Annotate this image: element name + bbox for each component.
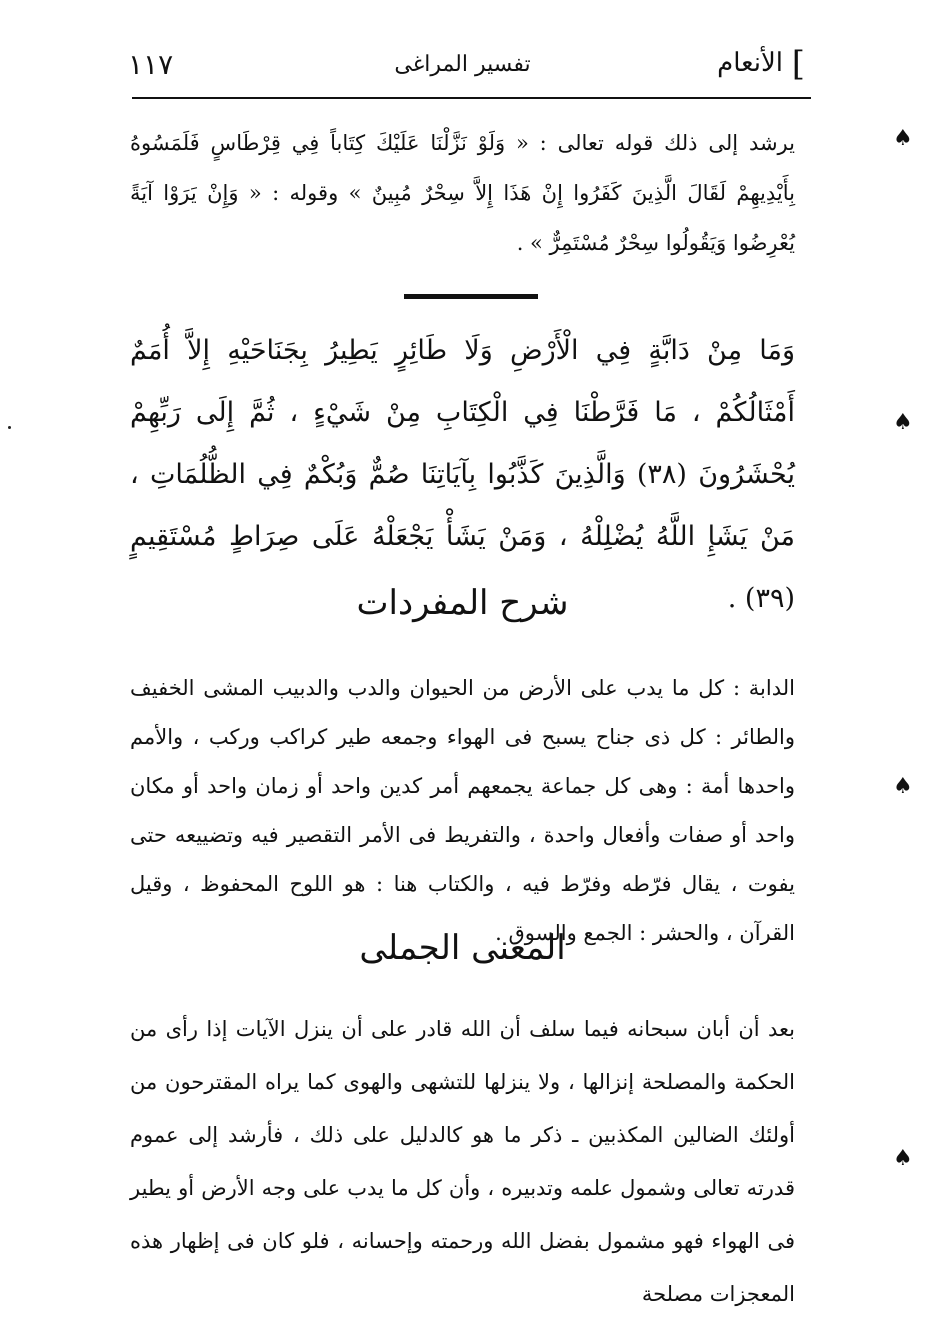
vocabulary-paragraph: الدابة : كل ما يدب على الأرض من الحيوان والدب والدبيب المشى الخفيف والطائر : كل ذى جناح يسبح فى الهواء وجمعه طير كراكب وركب ، والأمم واحدها أمة : وهى كل جماعة يجمعهم أمر كدين واحد أو زمان واحد أو مكان واحد أو صفات وأفعال واحدة ، والتفريط فى الأمر التقصير فيه وتضييعه حتى يفوت ، يقال فرّطه وفرّط فيه ، والكتاب هنا : هو اللوح المحفوظ ، وقيل القرآن ، والحشر : الجمع والسوق . [130, 676, 795, 945]
surah-name: الأنعام [717, 48, 783, 78]
margin-marker-icon: ♠ [893, 774, 913, 799]
scan-speck [8, 426, 11, 429]
header-bracket: ] [791, 44, 805, 84]
margin-marker-icon: ♠ [893, 410, 913, 435]
section-separator [404, 294, 538, 299]
book-title: تفسير المراغى [394, 52, 531, 77]
header-rule [132, 97, 811, 99]
margin-marker-icon: ♠ [893, 1146, 913, 1171]
quran-verse: وَمَا مِنْ دَابَّةٍ فِي الْأَرْضِ وَلَا طَائِرٍ يَطِيرُ بِجَنَاحَيْهِ إِلاَّ أُمَمٌ أَمْثَالُكُمْ ، مَا فَرَّطْنَا فِي الْكِتَابِ مِنْ شَيْءٍ ، ثُمَّ إِلَى رَبِّهِمْ يُحْشَرُونَ (٣٨) وَالَّذِينَ كَذَّبُوا بِآيَاتِنَا صُمٌّ وَبُكْمٌ فِي الظُّلُمَاتِ ، مَنْ يَشَإِ اللَّهُ يُضْلِلْهُ ، وَمَنْ يَشَأْ يَجْعَلْهُ عَلَى صِرَاطٍ مُسْتَقِيمٍ (٣٩) . [130, 335, 795, 614]
meaning-paragraph: بعد أن أبان سبحانه فيما سلف أن الله قادر على أن ينزل الآيات إذا رأى من الحكمة والمصلحة إنزالها ، ولا ينزلها للتشهى والهوى كما يراه المقترحون من أولئك الضالين المكذبين ـ ذكر ما هو كالدليل على ذلك ، فأرشد إلى عموم قدرته تعالى وشمول علمه وتدبيره ، وأن كل ما يدب على وجه الأرض أو يطير فى الهواء فهو مشمول بفضل الله ورحمته وإحسانه ، فلو كان فى إظهار هذه المعجزات مصلحة [130, 1017, 795, 1306]
meaning-heading: المعنى الجملى [359, 928, 566, 968]
margin-marker-icon: ♠ [893, 126, 913, 151]
reference-paragraph: يرشد إلى ذلك قوله تعالى : « وَلَوْ نَزَّلْنَا عَلَيْكَ كِتَاباً فِي قِرْطَاسٍ فَلَمَسُوهُ بِأَيْدِيهِمْ لَقَالَ الَّذِينَ كَفَرُوا إِنْ هَذَا إِلاَّ سِحْرٌ مُبِينٌ » وقوله : « وَإِنْ يَرَوْا آيَةً يُعْرِضُوا وَيَقُولُوا سِحْرٌ مُسْتَمِرٌّ » . [130, 131, 795, 255]
vocabulary-heading: شرح المفردات [356, 583, 569, 623]
page-header [120, 42, 805, 92]
page-number: ١١٧ [128, 48, 174, 81]
